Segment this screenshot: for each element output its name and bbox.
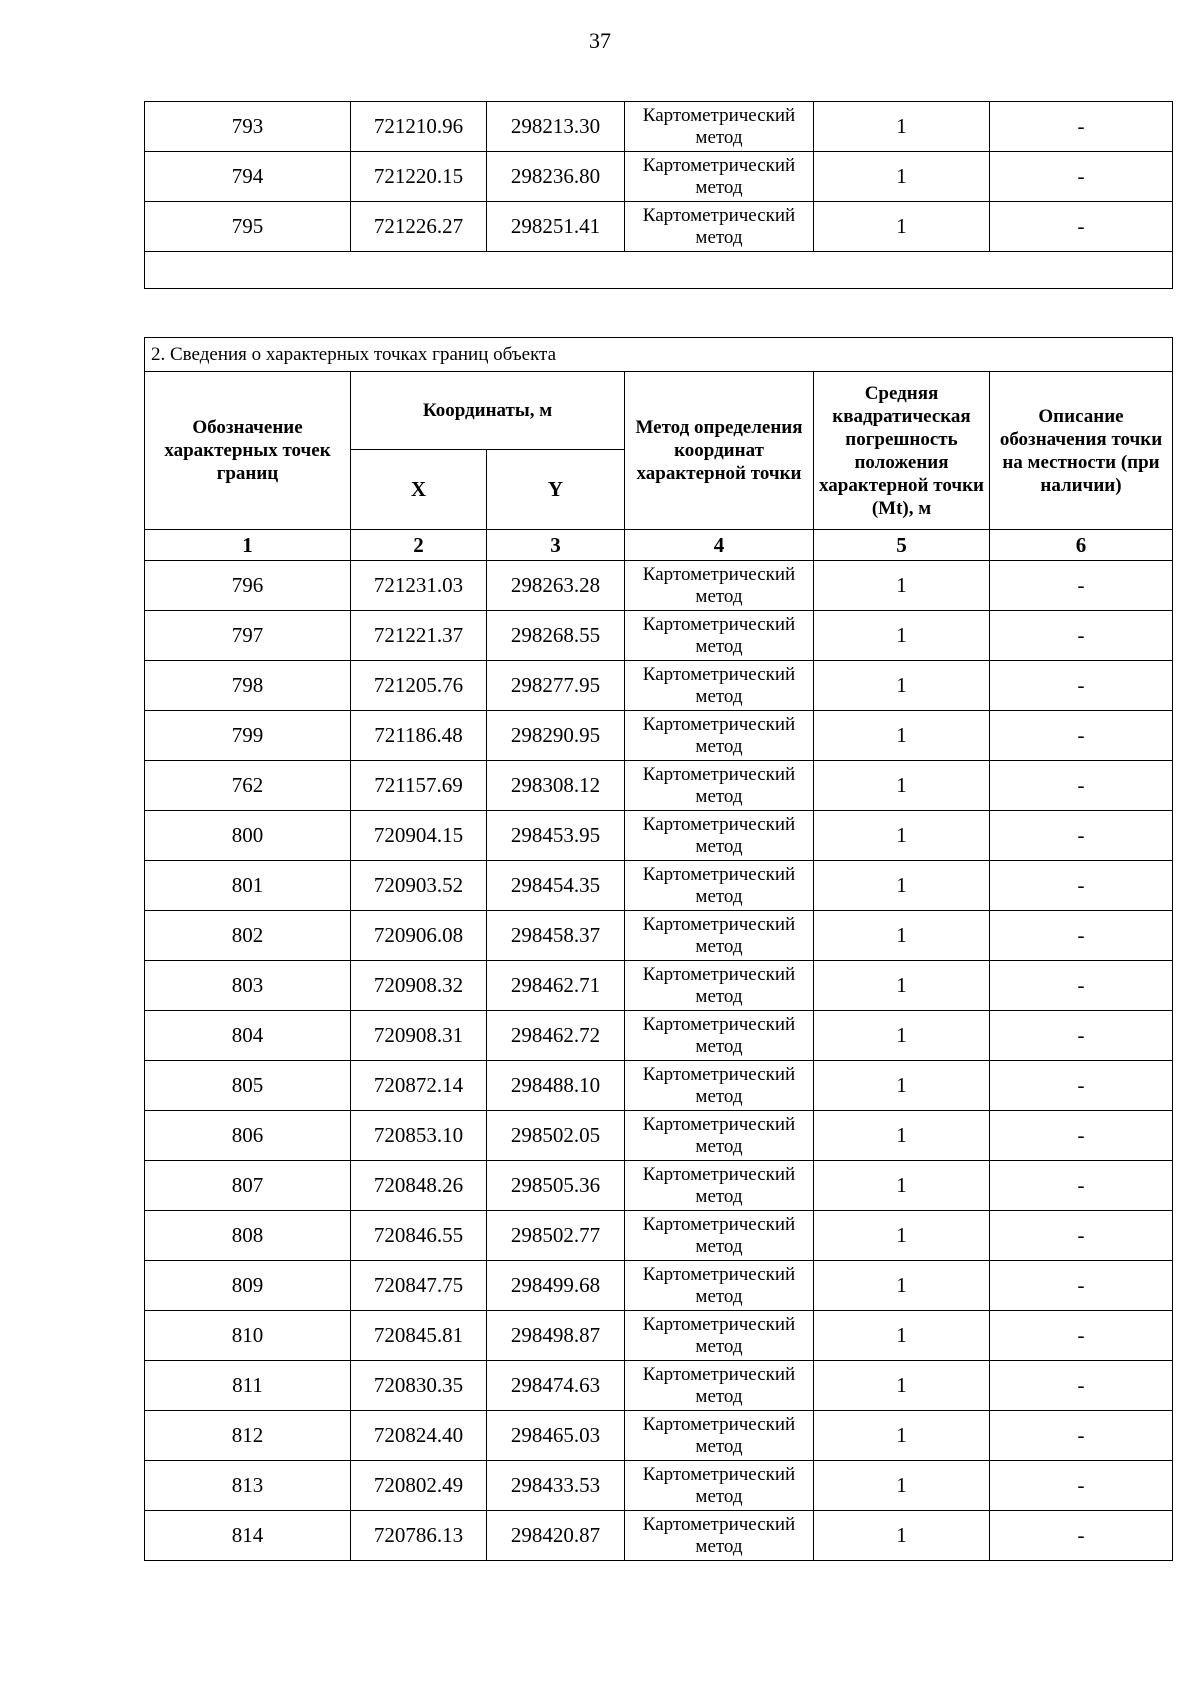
desc-cell: -	[990, 961, 1173, 1011]
point-cell: 811	[145, 1361, 351, 1411]
table-row	[145, 1361, 1173, 1411]
point-cell: 808	[145, 1211, 351, 1261]
y-cell: 298462.72	[487, 1011, 625, 1061]
mt-cell: 1	[814, 1261, 990, 1311]
y-cell: 298251.41	[487, 202, 625, 252]
desc-cell: -	[990, 1261, 1173, 1311]
mt-cell: 1	[814, 202, 990, 252]
point-cell: 810	[145, 1311, 351, 1361]
desc-cell: -	[990, 1211, 1173, 1261]
point-cell: 762	[145, 761, 351, 811]
x-cell: 721186.48	[351, 711, 487, 761]
header-mt: Средняя квадратическая погрешность положения характерной точки (Mt), м	[814, 372, 990, 530]
column-number: 5	[814, 530, 990, 561]
mt-cell: 1	[814, 911, 990, 961]
desc-cell: -	[990, 611, 1173, 661]
y-cell: 298433.53	[487, 1461, 625, 1511]
desc-cell: -	[990, 1461, 1173, 1511]
y-cell: 298453.95	[487, 811, 625, 861]
mt-cell: 1	[814, 1361, 990, 1411]
point-cell: 806	[145, 1111, 351, 1161]
table-row	[145, 811, 1173, 861]
y-cell: 298308.12	[487, 761, 625, 811]
table-row	[145, 861, 1173, 911]
method-cell: Картометрический метод	[625, 102, 814, 152]
method-cell: Картометрический метод	[625, 1011, 814, 1061]
point-cell: 812	[145, 1411, 351, 1461]
table-row	[145, 1461, 1173, 1511]
point-cell: 804	[145, 1011, 351, 1061]
table-row	[145, 202, 1173, 252]
column-number: 4	[625, 530, 814, 561]
x-cell: 720904.15	[351, 811, 487, 861]
mt-cell: 1	[814, 1011, 990, 1061]
x-cell: 720853.10	[351, 1111, 487, 1161]
method-cell: Картометрический метод	[625, 561, 814, 611]
y-cell: 298236.80	[487, 152, 625, 202]
y-cell: 298263.28	[487, 561, 625, 611]
table-row	[145, 102, 1173, 152]
point-cell: 796	[145, 561, 351, 611]
mt-cell: 1	[814, 761, 990, 811]
desc-cell: -	[990, 1311, 1173, 1361]
x-cell: 720903.52	[351, 861, 487, 911]
x-cell: 720846.55	[351, 1211, 487, 1261]
x-cell: 721226.27	[351, 202, 487, 252]
desc-cell: -	[990, 861, 1173, 911]
method-cell: Картометрический метод	[625, 661, 814, 711]
x-cell: 720908.32	[351, 961, 487, 1011]
mt-cell: 1	[814, 1211, 990, 1261]
x-cell: 720845.81	[351, 1311, 487, 1361]
method-cell: Картометрический метод	[625, 1461, 814, 1511]
mt-cell: 1	[814, 611, 990, 661]
method-cell: Картометрический метод	[625, 611, 814, 661]
y-cell: 298290.95	[487, 711, 625, 761]
table-row	[145, 1011, 1173, 1061]
desc-cell: -	[990, 1511, 1173, 1561]
x-cell: 721157.69	[351, 761, 487, 811]
x-cell: 721221.37	[351, 611, 487, 661]
y-cell: 298488.10	[487, 1061, 625, 1111]
column-number: 6	[990, 530, 1173, 561]
mt-cell: 1	[814, 102, 990, 152]
point-cell: 801	[145, 861, 351, 911]
mt-cell: 1	[814, 1311, 990, 1361]
table-row	[145, 1161, 1173, 1211]
mt-cell: 1	[814, 561, 990, 611]
header-x: X	[351, 450, 487, 530]
table-row	[145, 1411, 1173, 1461]
x-cell: 721220.15	[351, 152, 487, 202]
x-cell: 720906.08	[351, 911, 487, 961]
x-cell: 721231.03	[351, 561, 487, 611]
y-cell: 298499.68	[487, 1261, 625, 1311]
boundary-points-body	[145, 561, 1173, 1561]
y-cell: 298213.30	[487, 102, 625, 152]
point-cell: 794	[145, 152, 351, 202]
table-row	[145, 1511, 1173, 1561]
mt-cell: 1	[814, 1161, 990, 1211]
desc-cell: -	[990, 811, 1173, 861]
table-row	[145, 1311, 1173, 1361]
x-cell: 720848.26	[351, 1161, 487, 1211]
header-method: Метод определения координат характерной точки	[625, 372, 814, 530]
point-cell: 800	[145, 811, 351, 861]
mt-cell: 1	[814, 152, 990, 202]
mt-cell: 1	[814, 861, 990, 911]
mt-cell: 1	[814, 661, 990, 711]
table-row	[145, 711, 1173, 761]
method-cell: Картометрический метод	[625, 1111, 814, 1161]
x-cell: 720786.13	[351, 1511, 487, 1561]
table-row	[145, 761, 1173, 811]
x-cell: 720872.14	[351, 1061, 487, 1111]
continued-table-body	[145, 102, 1173, 252]
method-cell: Картометрический метод	[625, 911, 814, 961]
method-cell: Картометрический метод	[625, 1161, 814, 1211]
table-row	[145, 1261, 1173, 1311]
point-cell: 795	[145, 202, 351, 252]
y-cell: 298502.77	[487, 1211, 625, 1261]
method-cell: Картометрический метод	[625, 1511, 814, 1561]
method-cell: Картометрический метод	[625, 1411, 814, 1461]
method-cell: Картометрический метод	[625, 761, 814, 811]
desc-cell: -	[990, 711, 1173, 761]
point-cell: 799	[145, 711, 351, 761]
empty-cell	[145, 252, 1173, 289]
table-row	[145, 961, 1173, 1011]
mt-cell: 1	[814, 1461, 990, 1511]
mt-cell: 1	[814, 1411, 990, 1461]
y-cell: 298268.55	[487, 611, 625, 661]
method-cell: Картометрический метод	[625, 202, 814, 252]
continued-coordinates-table	[144, 101, 1173, 289]
y-cell: 298474.63	[487, 1361, 625, 1411]
method-cell: Картометрический метод	[625, 152, 814, 202]
method-cell: Картометрический метод	[625, 1311, 814, 1361]
desc-cell: -	[990, 911, 1173, 961]
mt-cell: 1	[814, 711, 990, 761]
desc-cell: -	[990, 1411, 1173, 1461]
x-cell: 720847.75	[351, 1261, 487, 1311]
y-cell: 298458.37	[487, 911, 625, 961]
header-y: Y	[487, 450, 625, 530]
x-cell: 720830.35	[351, 1361, 487, 1411]
desc-cell: -	[990, 561, 1173, 611]
desc-cell: -	[990, 1361, 1173, 1411]
y-cell: 298420.87	[487, 1511, 625, 1561]
table-row	[145, 152, 1173, 202]
table-row	[145, 1111, 1173, 1161]
header-point: Обозначение характерных точек границ	[145, 372, 351, 530]
table-row	[145, 1061, 1173, 1111]
table-row	[145, 611, 1173, 661]
method-cell: Картометрический метод	[625, 861, 814, 911]
mt-cell: 1	[814, 811, 990, 861]
column-number: 2	[351, 530, 487, 561]
empty-row	[145, 252, 1173, 289]
method-cell: Картометрический метод	[625, 961, 814, 1011]
point-cell: 803	[145, 961, 351, 1011]
table-row	[145, 911, 1173, 961]
point-cell: 797	[145, 611, 351, 661]
y-cell: 298462.71	[487, 961, 625, 1011]
boundary-points-table	[144, 337, 1173, 1561]
table-row	[145, 1211, 1173, 1261]
x-cell: 720824.40	[351, 1411, 487, 1461]
point-cell: 798	[145, 661, 351, 711]
point-cell: 802	[145, 911, 351, 961]
method-cell: Картометрический метод	[625, 1361, 814, 1411]
column-number: 3	[487, 530, 625, 561]
x-cell: 721210.96	[351, 102, 487, 152]
desc-cell: -	[990, 661, 1173, 711]
desc-cell: -	[990, 202, 1173, 252]
x-cell: 720802.49	[351, 1461, 487, 1511]
point-cell: 807	[145, 1161, 351, 1211]
desc-cell: -	[990, 1061, 1173, 1111]
y-cell: 298454.35	[487, 861, 625, 911]
y-cell: 298498.87	[487, 1311, 625, 1361]
table-row	[145, 561, 1173, 611]
desc-cell: -	[990, 761, 1173, 811]
y-cell: 298277.95	[487, 661, 625, 711]
desc-cell: -	[990, 102, 1173, 152]
y-cell: 298465.03	[487, 1411, 625, 1461]
y-cell: 298505.36	[487, 1161, 625, 1211]
header-desc: Описание обозначения точки на местности (при наличии)	[990, 372, 1173, 530]
mt-cell: 1	[814, 1111, 990, 1161]
desc-cell: -	[990, 1011, 1173, 1061]
mt-cell: 1	[814, 961, 990, 1011]
method-cell: Картометрический метод	[625, 1061, 814, 1111]
desc-cell: -	[990, 152, 1173, 202]
x-cell: 721205.76	[351, 661, 487, 711]
method-cell: Картометрический метод	[625, 711, 814, 761]
point-cell: 793	[145, 102, 351, 152]
mt-cell: 1	[814, 1511, 990, 1561]
x-cell: 720908.31	[351, 1011, 487, 1061]
desc-cell: -	[990, 1161, 1173, 1211]
point-cell: 809	[145, 1261, 351, 1311]
column-number: 1	[145, 530, 351, 561]
mt-cell: 1	[814, 1061, 990, 1111]
desc-cell: -	[990, 1111, 1173, 1161]
method-cell: Картометрический метод	[625, 1211, 814, 1261]
method-cell: Картометрический метод	[625, 811, 814, 861]
header-coords: Координаты, м	[351, 372, 625, 450]
point-cell: 814	[145, 1511, 351, 1561]
point-cell: 805	[145, 1061, 351, 1111]
section-title: 2. Сведения о характерных точках границ объекта	[145, 338, 1173, 372]
y-cell: 298502.05	[487, 1111, 625, 1161]
point-cell: 813	[145, 1461, 351, 1511]
method-cell: Картометрический метод	[625, 1261, 814, 1311]
table-row	[145, 661, 1173, 711]
page-number: 37	[589, 28, 611, 53]
